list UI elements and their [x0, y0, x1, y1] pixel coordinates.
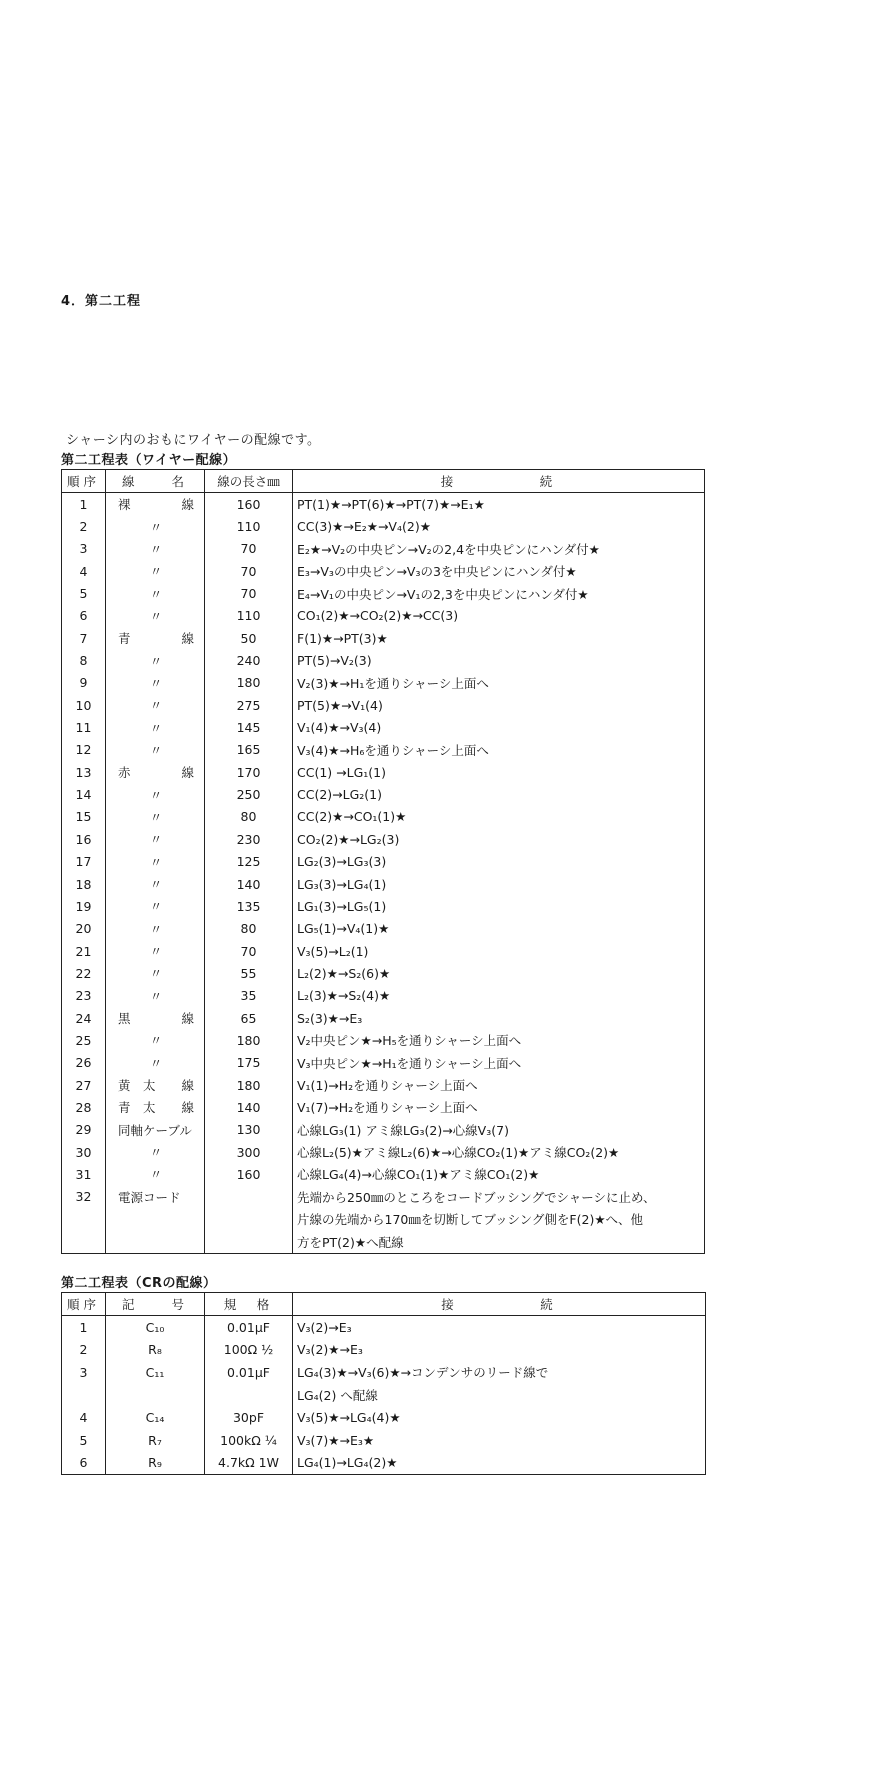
- table-row: [62, 716, 705, 738]
- row-length: 160: [205, 1163, 293, 1185]
- wire-table-header: [62, 470, 705, 493]
- row-order: 30: [62, 1141, 106, 1163]
- row-connection: E₂★→V₂の中央ピン→V₂の2,4を中央ピンにハンダ付★: [293, 538, 705, 560]
- wire-name-wrap: [110, 1188, 200, 1206]
- table-row: [62, 918, 705, 940]
- row-connection: CC(2)→LG₂(1): [293, 783, 705, 805]
- wire-table: [61, 469, 705, 1254]
- wire-name-color: 〃: [149, 854, 163, 870]
- row-connection: CC(3)★→E₂★→V₄(2)★: [293, 515, 705, 537]
- row-wire-name: [106, 582, 205, 604]
- table-row: [62, 1096, 705, 1118]
- row-length: 175: [205, 1052, 293, 1074]
- row-wire-name: [106, 1163, 205, 1185]
- wire-name-color: 〃: [149, 877, 163, 893]
- wire-name-wrap: [110, 585, 200, 603]
- wire-name-color: 〃: [149, 675, 163, 691]
- wire-name-color: 黄 太: [118, 1078, 156, 1094]
- row-wire-name: [106, 1186, 205, 1208]
- wire-name-wrap: [110, 875, 200, 893]
- wire-name-color: 〃: [149, 608, 163, 624]
- row-connection: 心線LG₄(4)→心線CO₁(1)★アミ線CO₁(2)★: [293, 1163, 705, 1185]
- row-order: 20: [62, 918, 106, 940]
- wire-name-color: 裸: [118, 497, 131, 513]
- table-row: [62, 493, 705, 516]
- row-wire-name: [106, 1029, 205, 1051]
- row-connection: F(1)★→PT(3)★: [293, 627, 705, 649]
- wire-name-wrap: [110, 897, 200, 915]
- row-order: 10: [62, 694, 106, 716]
- row-symbol: C₁₀: [106, 1316, 205, 1339]
- wire-name-color: 〃: [149, 988, 163, 1004]
- row-length: 70: [205, 940, 293, 962]
- row-symbol: C₁₄: [106, 1406, 205, 1429]
- table-row: [62, 1141, 705, 1163]
- row-length: [205, 1186, 293, 1208]
- header-spec: 規 格: [205, 1293, 293, 1316]
- table-row: [62, 828, 705, 850]
- table-row: [62, 1230, 705, 1253]
- wire-name-color: 〃: [149, 921, 163, 937]
- wire-name-wrap: [110, 786, 200, 804]
- table-row: [62, 985, 705, 1007]
- table-row: [62, 649, 705, 671]
- wire-name-type: 線: [181, 1078, 194, 1094]
- row-wire-name: [106, 806, 205, 828]
- row-length: 170: [205, 761, 293, 783]
- table-row: [62, 895, 705, 917]
- row-wire-name: [106, 1141, 205, 1163]
- row-order: 11: [62, 716, 106, 738]
- row-length: 110: [205, 605, 293, 627]
- table-row: [62, 694, 705, 716]
- wire-name-color: 赤: [118, 765, 131, 781]
- row-order: 26: [62, 1052, 106, 1074]
- row-connection: 心線LG₃(1) アミ線LG₃(2)→心線V₃(7): [293, 1119, 705, 1141]
- row-length: 275: [205, 694, 293, 716]
- row-connection: L₂(2)★→S₂(6)★: [293, 962, 705, 984]
- wire-name-wrap: [110, 1098, 200, 1116]
- wire-name-wrap: [110, 1121, 200, 1139]
- row-spec: 100Ω ½: [205, 1339, 293, 1362]
- row-connection: V₃(4)★→H₆を通りシャーシ上面へ: [293, 739, 705, 761]
- header-symbol: 記 号: [106, 1293, 205, 1316]
- row-wire-name: [106, 1208, 205, 1230]
- wire-name-color: 〃: [149, 809, 163, 825]
- wire-name-wrap: [110, 763, 200, 781]
- wire-name-color: 〃: [149, 698, 163, 714]
- row-connection: 先端から250㎜のところをコードブッシングでシャーシに止め、: [293, 1186, 705, 1208]
- table-row: [62, 1208, 705, 1230]
- row-connection: CC(2)★→CO₁(1)★: [293, 806, 705, 828]
- cr-table: [61, 1292, 706, 1475]
- row-connection: 方をPT(2)★へ配線: [293, 1230, 705, 1253]
- table-row: [62, 1384, 706, 1407]
- wire-name-color: 〃: [149, 653, 163, 669]
- table-row: [62, 783, 705, 805]
- wire-name-wrap: [110, 674, 200, 692]
- table-row: [62, 1429, 706, 1452]
- row-order: 17: [62, 851, 106, 873]
- row-order: 2: [62, 515, 106, 537]
- row-order: 16: [62, 828, 106, 850]
- row-order: 5: [62, 1429, 106, 1452]
- row-connection: CO₂(2)★→LG₂(3): [293, 828, 705, 850]
- row-wire-name: [106, 918, 205, 940]
- row-spec: 30pF: [205, 1406, 293, 1429]
- table-row: [62, 627, 705, 649]
- row-length: 180: [205, 1074, 293, 1096]
- wire-name-wrap: [110, 1031, 200, 1049]
- row-spec: 100kΩ ¼: [205, 1429, 293, 1452]
- table-row: [62, 1052, 705, 1074]
- row-wire-name: [106, 851, 205, 873]
- wire-name-color: 青 太: [118, 1100, 156, 1116]
- row-spec: 0.01μF: [205, 1361, 293, 1384]
- wire-table-caption: 第二工程表（ワイヤー配線）: [61, 453, 237, 468]
- row-wire-name: [106, 538, 205, 560]
- row-length: 80: [205, 918, 293, 940]
- wire-name-color: 〃: [149, 966, 163, 982]
- row-order: 21: [62, 940, 106, 962]
- row-order: 14: [62, 783, 106, 805]
- row-wire-name: [106, 761, 205, 783]
- wire-name-color: 青: [118, 631, 131, 647]
- row-connection: V₂(3)★→H₁を通りシャーシ上面へ: [293, 672, 705, 694]
- table-row: [62, 806, 705, 828]
- row-order: 32: [62, 1186, 106, 1208]
- row-connection: V₃(5)→L₂(1): [293, 940, 705, 962]
- table-row: [62, 605, 705, 627]
- wire-name-type: 線: [181, 497, 194, 513]
- row-connection: LG₄(2) へ配線: [293, 1384, 706, 1407]
- row-symbol: C₁₁: [106, 1361, 205, 1384]
- row-wire-name: [106, 1074, 205, 1096]
- wire-name-color: 〃: [149, 787, 163, 803]
- wire-name-color: 同軸ケーブル: [118, 1122, 192, 1138]
- row-order: 18: [62, 873, 106, 895]
- row-order: 9: [62, 672, 106, 694]
- row-order: 6: [62, 1452, 106, 1475]
- table-row: [62, 560, 705, 582]
- row-order: 1: [62, 1316, 106, 1339]
- row-connection: L₂(3)★→S₂(4)★: [293, 985, 705, 1007]
- wire-name-color: 〃: [149, 899, 163, 915]
- row-wire-name: [106, 605, 205, 627]
- row-connection: LG₄(3)★→V₃(6)★→コンデンサのリード線で: [293, 1361, 706, 1384]
- row-order: 31: [62, 1163, 106, 1185]
- wire-name-wrap: [110, 741, 200, 759]
- table-row: [62, 1452, 706, 1475]
- row-length: 230: [205, 828, 293, 850]
- table-row: [62, 1029, 705, 1051]
- row-order: [62, 1230, 106, 1253]
- row-order: [62, 1384, 106, 1407]
- wire-name-color: 〃: [149, 541, 163, 557]
- row-length: 180: [205, 672, 293, 694]
- row-order: 13: [62, 761, 106, 783]
- wire-name-color: 〃: [149, 944, 163, 960]
- row-symbol: R₉: [106, 1452, 205, 1475]
- row-connection: LG₅(1)→V₄(1)★: [293, 918, 705, 940]
- row-wire-name: [106, 1119, 205, 1141]
- wire-name-wrap: [110, 1143, 200, 1161]
- row-wire-name: [106, 560, 205, 582]
- wire-name-color: 電源コード: [118, 1189, 181, 1205]
- row-length: 300: [205, 1141, 293, 1163]
- wire-name-wrap: [110, 920, 200, 938]
- header-length: 線の長さ㎜: [205, 470, 293, 493]
- wire-name-color: 〃: [149, 832, 163, 848]
- row-connection: V₃(7)★→E₃★: [293, 1429, 706, 1452]
- row-connection: V₁(1)→H₂を通りシャーシ上面へ: [293, 1074, 705, 1096]
- intro-text: シャーシ内のおもにワイヤーの配線です。: [66, 433, 321, 448]
- wire-name-wrap: [110, 652, 200, 670]
- row-wire-name: [106, 1007, 205, 1029]
- row-wire-name: [106, 828, 205, 850]
- wire-name-wrap: [110, 495, 200, 513]
- row-length: 110: [205, 515, 293, 537]
- table-row: [62, 873, 705, 895]
- row-wire-name: [106, 962, 205, 984]
- row-length: 125: [205, 851, 293, 873]
- row-spec: 0.01μF: [205, 1316, 293, 1339]
- row-connection: PT(5)★→V₁(4): [293, 694, 705, 716]
- row-wire-name: [106, 940, 205, 962]
- row-wire-name: [106, 895, 205, 917]
- wire-name-wrap: [110, 1165, 200, 1183]
- table-row: [62, 538, 705, 560]
- row-connection: V₃(5)★→LG₄(4)★: [293, 1406, 706, 1429]
- wire-name-color: 〃: [149, 1055, 163, 1071]
- wire-name-wrap: [110, 1054, 200, 1072]
- row-order: 22: [62, 962, 106, 984]
- row-connection: V₁(4)★→V₃(4): [293, 716, 705, 738]
- row-order: 24: [62, 1007, 106, 1029]
- row-wire-name: [106, 783, 205, 805]
- row-order: 2: [62, 1339, 106, 1362]
- wire-name-wrap: [110, 987, 200, 1005]
- table-row: [62, 962, 705, 984]
- row-length: 160: [205, 493, 293, 516]
- row-wire-name: [106, 627, 205, 649]
- wire-name-type: 線: [181, 1011, 194, 1027]
- header-wire-name: 線 名: [106, 470, 205, 493]
- table-row: [62, 1316, 706, 1339]
- row-order: 6: [62, 605, 106, 627]
- row-length: 65: [205, 1007, 293, 1029]
- row-connection: LG₂(3)→LG₃(3): [293, 851, 705, 873]
- row-order: 8: [62, 649, 106, 671]
- wire-name-wrap: [110, 518, 200, 536]
- header-order: 順序: [62, 1293, 106, 1316]
- row-wire-name: [106, 1096, 205, 1118]
- row-wire-name: [106, 873, 205, 895]
- wire-name-color: 〃: [149, 720, 163, 736]
- wire-name-wrap: [110, 942, 200, 960]
- row-wire-name: [106, 649, 205, 671]
- wire-name-color: 〃: [149, 519, 163, 535]
- row-length: 70: [205, 582, 293, 604]
- row-connection: LG₁(3)→LG₅(1): [293, 895, 705, 917]
- table-row: [62, 1186, 705, 1208]
- wire-name-color: 黒: [118, 1011, 131, 1027]
- wire-name-wrap: [110, 562, 200, 580]
- wire-name-wrap: [110, 540, 200, 558]
- wire-name-color: 〃: [149, 564, 163, 580]
- row-connection: PT(5)→V₂(3): [293, 649, 705, 671]
- row-length: 35: [205, 985, 293, 1007]
- wire-name-wrap: [110, 696, 200, 714]
- table-row: [62, 1007, 705, 1029]
- wire-name-color: 〃: [149, 1167, 163, 1183]
- header-order: 順序: [62, 470, 106, 493]
- wire-name-wrap: [110, 1009, 200, 1027]
- row-length: 250: [205, 783, 293, 805]
- table-row: [62, 1163, 705, 1185]
- row-order: 27: [62, 1074, 106, 1096]
- table-row: [62, 1406, 706, 1429]
- table-row: [62, 672, 705, 694]
- wire-name-wrap: [110, 1076, 200, 1094]
- row-order: 29: [62, 1119, 106, 1141]
- table-row: [62, 739, 705, 761]
- row-length: 130: [205, 1119, 293, 1141]
- cr-table-caption: 第二工程表（CRの配線）: [61, 1276, 217, 1291]
- row-order: 15: [62, 806, 106, 828]
- row-length: 50: [205, 627, 293, 649]
- row-length: [205, 1208, 293, 1230]
- row-connection: 片線の先端から170㎜を切断してブッシング側をF(2)★へ、他: [293, 1208, 705, 1230]
- row-order: 5: [62, 582, 106, 604]
- row-connection: V₃(2)→E₃: [293, 1316, 706, 1339]
- wire-name-wrap: [110, 719, 200, 737]
- wire-name-color: 〃: [149, 1145, 163, 1161]
- table-row: [62, 851, 705, 873]
- table-row: [62, 1074, 705, 1096]
- table-row: [62, 940, 705, 962]
- row-connection: V₁(7)→H₂を通りシャーシ上面へ: [293, 1096, 705, 1118]
- row-connection: E₃→V₃の中央ピン→V₃の3を中央ピンにハンダ付★: [293, 560, 705, 582]
- row-connection: S₂(3)★→E₃: [293, 1007, 705, 1029]
- row-order: 3: [62, 538, 106, 560]
- row-wire-name: [106, 493, 205, 516]
- row-wire-name: [106, 515, 205, 537]
- row-length: 145: [205, 716, 293, 738]
- row-length: 70: [205, 538, 293, 560]
- row-wire-name: [106, 739, 205, 761]
- row-wire-name: [106, 694, 205, 716]
- row-connection: LG₃(3)→LG₄(1): [293, 873, 705, 895]
- row-order: 4: [62, 560, 106, 582]
- wire-table-body: [62, 493, 705, 1254]
- wire-name-wrap: [110, 830, 200, 848]
- header-connection: 接 続: [293, 1293, 706, 1316]
- row-connection: V₃(2)★→E₃: [293, 1339, 706, 1362]
- row-length: 180: [205, 1029, 293, 1051]
- wire-name-wrap: [110, 629, 200, 647]
- cr-table-header: [62, 1293, 706, 1316]
- row-symbol: R₇: [106, 1429, 205, 1452]
- table-row: [62, 1339, 706, 1362]
- header-connection: 接 続: [293, 470, 705, 493]
- row-wire-name: [106, 716, 205, 738]
- row-spec: 4.7kΩ 1W: [205, 1452, 293, 1475]
- wire-name-wrap: [110, 964, 200, 982]
- row-length: 55: [205, 962, 293, 984]
- row-order: [62, 1208, 106, 1230]
- row-symbol: [106, 1384, 205, 1407]
- wire-name-wrap: [110, 853, 200, 871]
- table-row: [62, 761, 705, 783]
- row-wire-name: [106, 985, 205, 1007]
- row-connection: CC(1) →LG₁(1): [293, 761, 705, 783]
- table-row: [62, 1361, 706, 1384]
- row-connection: V₂中央ピン★→H₅を通りシャーシ上面へ: [293, 1029, 705, 1051]
- row-length: 165: [205, 739, 293, 761]
- row-length: 80: [205, 806, 293, 828]
- row-length: 240: [205, 649, 293, 671]
- row-connection: PT(1)★→PT(6)★→PT(7)★→E₁★: [293, 493, 705, 516]
- row-symbol: R₈: [106, 1339, 205, 1362]
- row-wire-name: [106, 672, 205, 694]
- wire-name-type: 線: [181, 1100, 194, 1116]
- row-order: 1: [62, 493, 106, 516]
- table-row: [62, 515, 705, 537]
- wire-name-type: 線: [181, 631, 194, 647]
- row-length: 140: [205, 1096, 293, 1118]
- row-length: [205, 1230, 293, 1253]
- row-order: 12: [62, 739, 106, 761]
- row-connection: V₃中央ピン★→H₁を通りシャーシ上面へ: [293, 1052, 705, 1074]
- row-wire-name: [106, 1052, 205, 1074]
- row-connection: LG₄(1)→LG₄(2)★: [293, 1452, 706, 1475]
- row-order: 3: [62, 1361, 106, 1384]
- row-length: 140: [205, 873, 293, 895]
- row-wire-name: [106, 1230, 205, 1253]
- row-order: 23: [62, 985, 106, 1007]
- section-heading: 4．第二工程: [61, 294, 142, 309]
- wire-name-color: 〃: [149, 1033, 163, 1049]
- wire-name-color: 〃: [149, 586, 163, 602]
- row-connection: 心線L₂(5)★アミ線L₂(6)★→心線CO₂(1)★アミ線CO₂(2)★: [293, 1141, 705, 1163]
- wire-name-type: 線: [181, 765, 194, 781]
- wire-name-color: 〃: [149, 742, 163, 758]
- table-row: [62, 582, 705, 604]
- table-row: [62, 1119, 705, 1141]
- row-order: 4: [62, 1406, 106, 1429]
- row-order: 25: [62, 1029, 106, 1051]
- wire-name-wrap: [110, 808, 200, 826]
- row-spec: [205, 1384, 293, 1407]
- row-order: 7: [62, 627, 106, 649]
- row-connection: CO₁(2)★→CO₂(2)★→CC(3): [293, 605, 705, 627]
- cr-table-body: [62, 1316, 706, 1475]
- row-length: 135: [205, 895, 293, 917]
- row-order: 28: [62, 1096, 106, 1118]
- row-order: 19: [62, 895, 106, 917]
- row-length: 70: [205, 560, 293, 582]
- wire-name-wrap: [110, 607, 200, 625]
- row-connection: E₄→V₁の中央ピン→V₁の2,3を中央ピンにハンダ付★: [293, 582, 705, 604]
